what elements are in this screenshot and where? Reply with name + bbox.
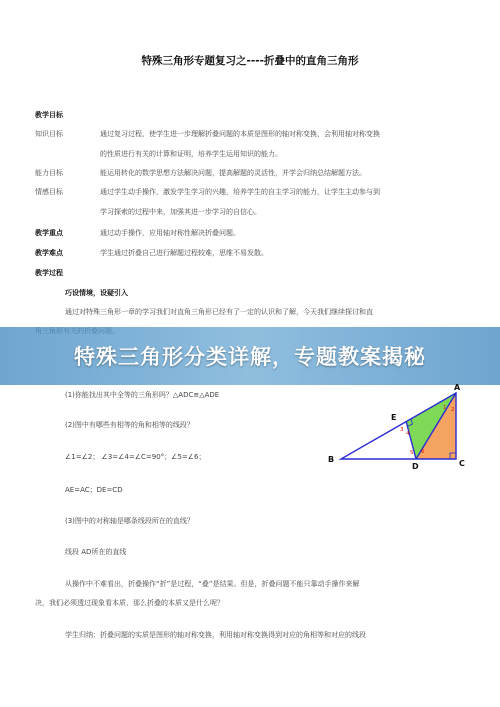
ability-label: 能力目标 xyxy=(35,169,63,177)
summary-line: 学生归纳：折叠问题的实质是图形的轴对称变换，利用轴对称变换得到对应的角相等和对应的线段 xyxy=(65,631,366,639)
key-label: 教学重点 xyxy=(35,229,63,237)
point-label-a: A xyxy=(454,383,461,392)
angle-number-4: 4 xyxy=(406,431,410,437)
emotion-label: 情感目标 xyxy=(35,188,63,196)
intro-heading: 巧设情境，设疑引入 xyxy=(65,289,128,297)
title-banner xyxy=(0,327,500,385)
question-2: (2)图中有哪些有相等的角和相等的线段？ xyxy=(65,421,194,429)
knowledge-line-1: 通过复习过程，使学生进一步理解折叠问题的本质是图形的轴对称变换，会利用轴对称变换 xyxy=(100,130,380,138)
paragraph-line-2: 决，我们必须透过现象看本质，那么折叠的本质又是什么呢？ xyxy=(35,599,224,607)
intro-line-1: 通过对特殊三角形一章的学习我们对直角三角形已经有了一定的认识和了解，今天我们继续探讨和直 xyxy=(65,308,373,316)
knowledge-line-2: 的性质进行有关的计算和证明，培养学生运用知识的能力。 xyxy=(100,150,282,158)
paragraph-line-1: 从操作中不难看出，折叠操作“折”是过程，“叠”是结果。但是，折叠问题不能只靠动手操作来解 xyxy=(65,580,360,588)
key-text: 通过动手操作，应用轴对称性解决折叠问题。 xyxy=(100,229,240,237)
answer-3: 线段 AD所在的直线 xyxy=(65,548,127,556)
emotion-line-1: 通过学生动手操作，激发学生学习的兴趣，培养学生的自主学习的能力，让学生主动参与到 xyxy=(100,188,380,196)
knowledge-label: 知识目标 xyxy=(35,130,63,138)
ability-line-1: 能运用转化的数学思想方法解决问题，提高解题的灵活性，并学会归纳总结解题方法。 xyxy=(100,169,366,177)
angle-number-3: 3 xyxy=(400,427,404,433)
banner-text: 特殊三角形分类详解，专题教案揭秘 xyxy=(74,345,426,369)
question-3: (3)图中的对称轴是哪条线段所在的直线？ xyxy=(65,517,194,525)
difficulty-label: 教学难点 xyxy=(35,249,63,257)
folding-triangle-figure xyxy=(320,380,470,475)
emotion-line-2: 学习探索的过程中来，加强其进一步学习的自信心。 xyxy=(100,208,261,216)
page-title: 特殊三角形专题复习之----折叠中的直角三角形 xyxy=(141,55,359,67)
point-label-e: E xyxy=(391,413,397,422)
segments-answer: AE=AC；DE=CD xyxy=(65,486,123,494)
process-heading: 教学过程 xyxy=(35,269,63,277)
question-1: (1)你能找出其中全等的三角形吗？△ADC≌△ADE xyxy=(65,391,220,399)
difficulty-text: 学生通过折叠自己进行解题过程较难，思维不易发散。 xyxy=(100,249,268,257)
angle-number-2: 2 xyxy=(451,407,455,413)
angle-number-1: 1 xyxy=(443,405,447,411)
point-label-b: B xyxy=(328,455,335,464)
point-label-c: C xyxy=(459,459,465,468)
angle-number-5: 5 xyxy=(410,450,414,456)
goals-heading: 教学目标 xyxy=(35,111,63,119)
point-label-d: D xyxy=(412,462,419,471)
angle-number-6: 6 xyxy=(421,449,425,455)
angles-answer: ∠1=∠2； ∠3=∠4=∠C=90°；∠5=∠6； xyxy=(65,453,206,461)
